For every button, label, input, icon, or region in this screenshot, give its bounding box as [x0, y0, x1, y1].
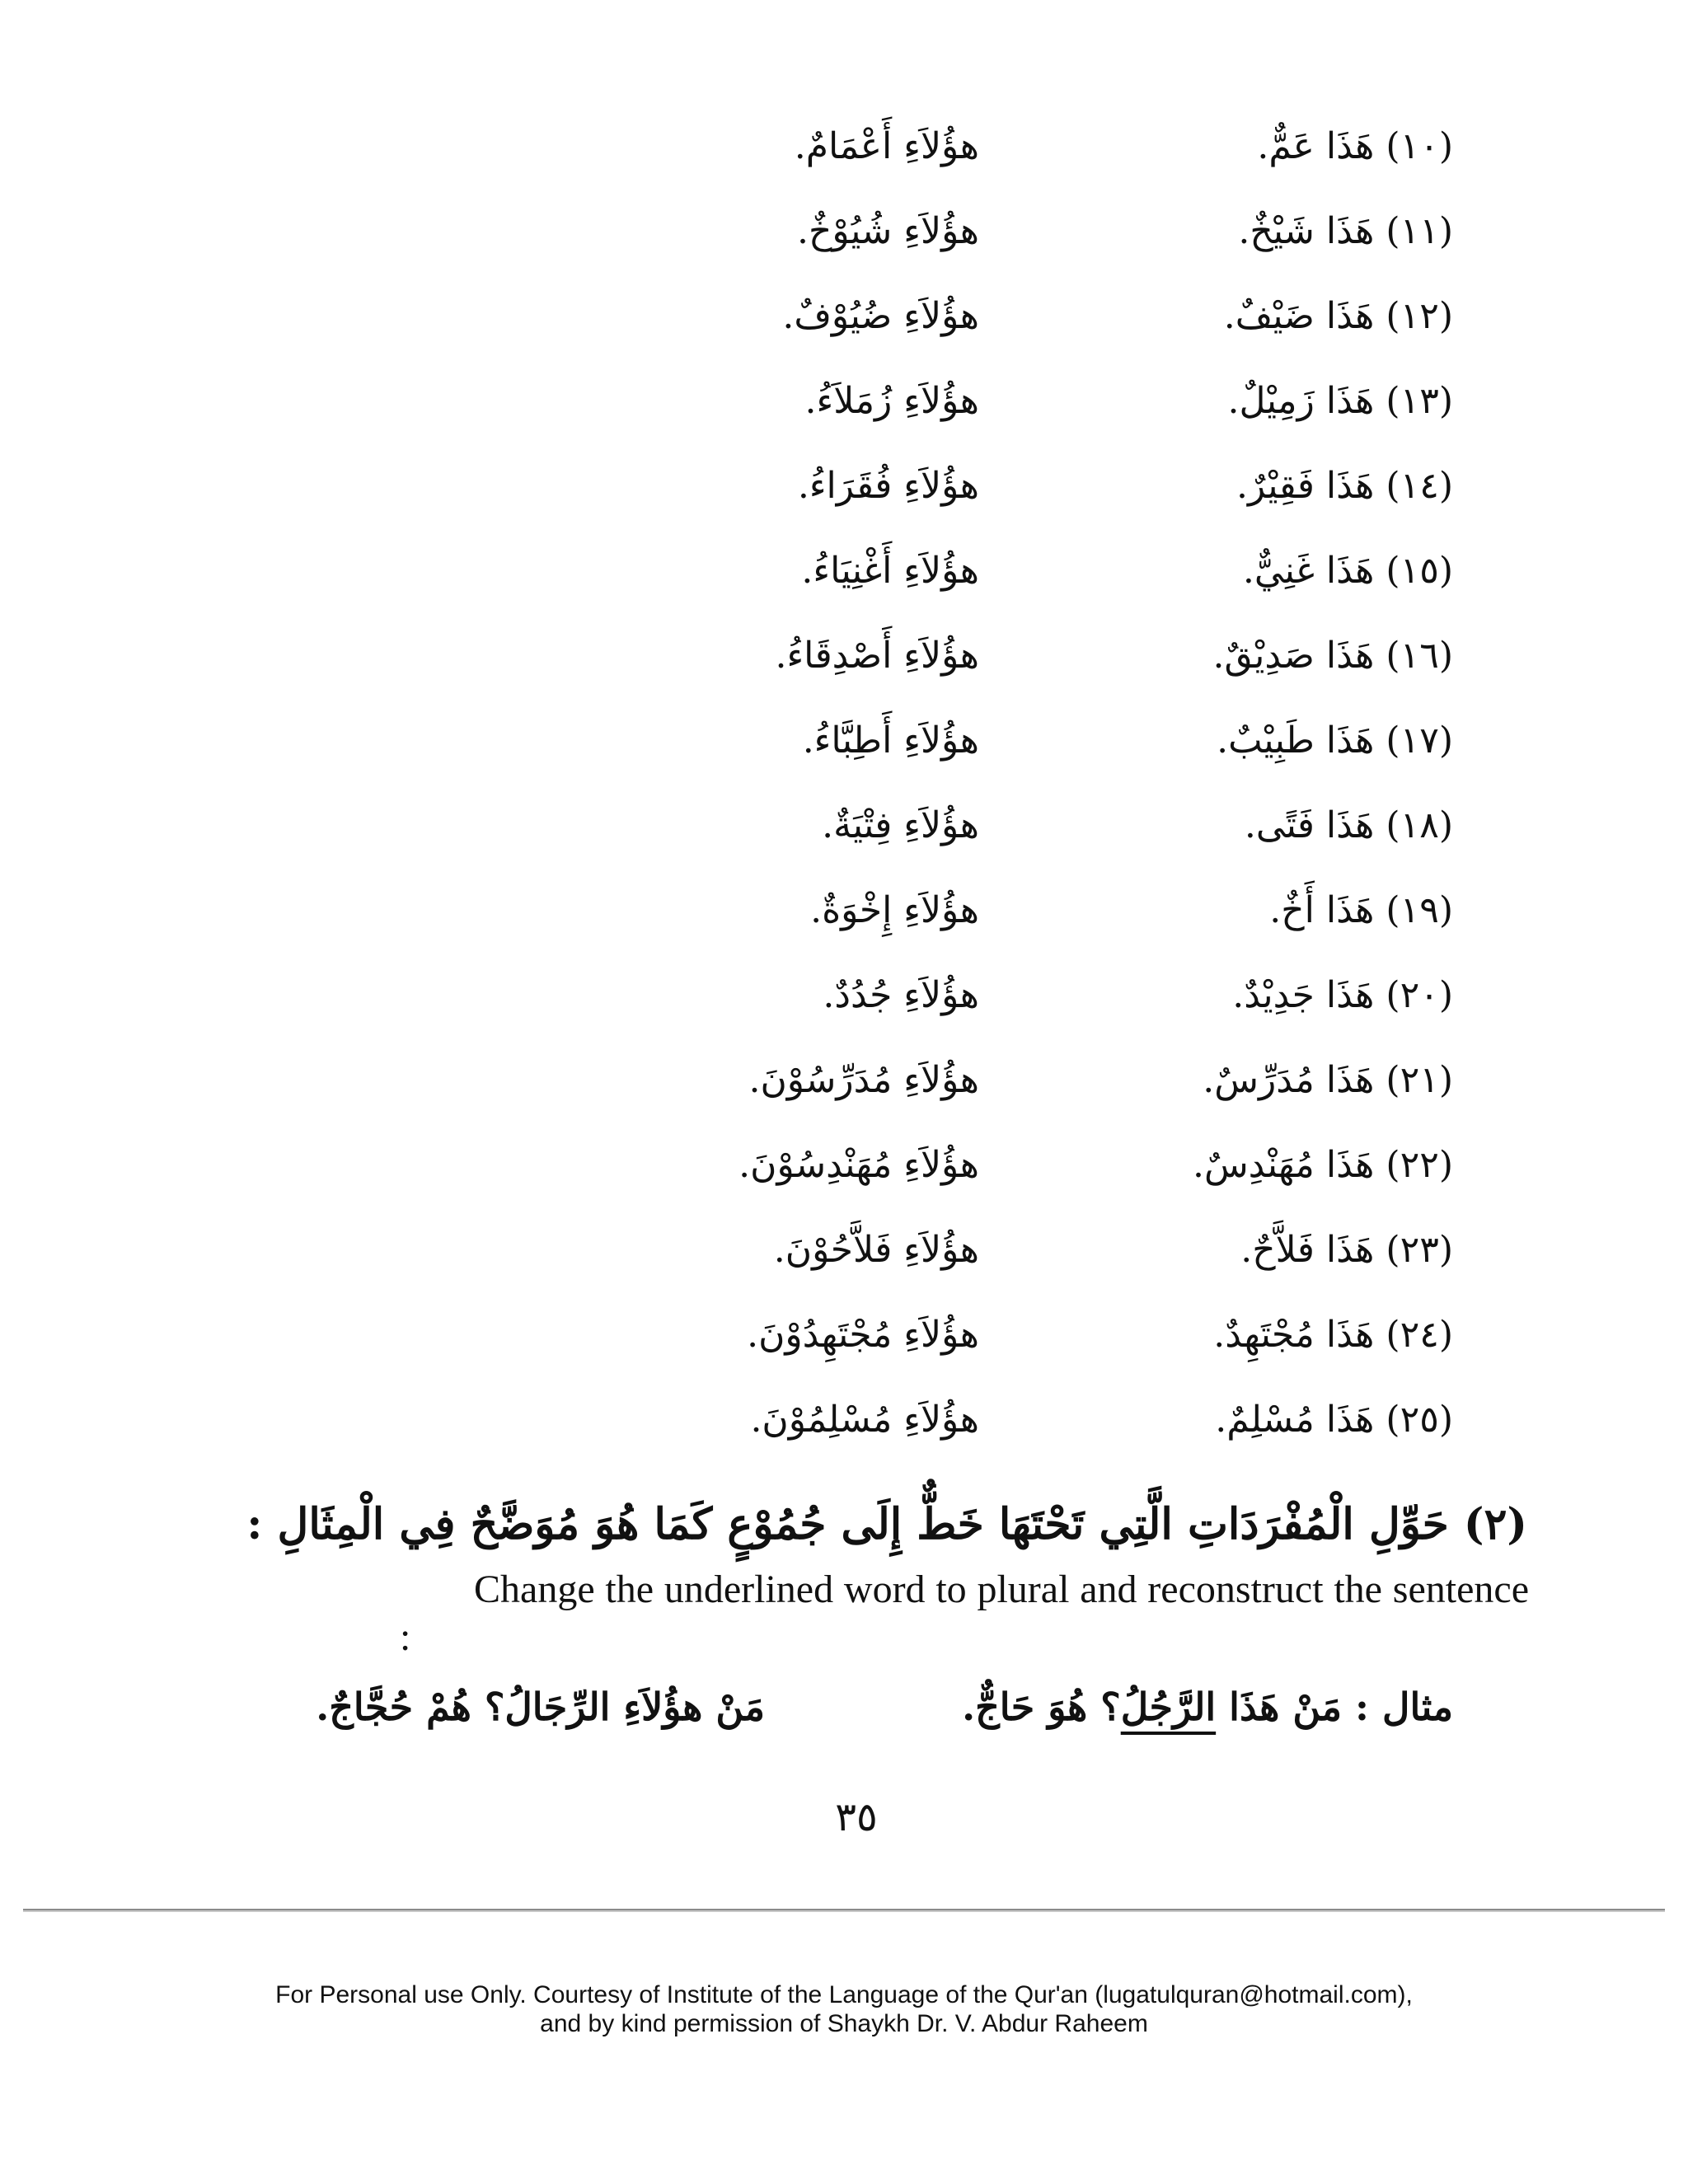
- exercise-row: [0, 445, 1688, 530]
- singular-sentence: [942, 1302, 1453, 1368]
- example-question: [962, 1670, 1453, 1744]
- plural-sentence: هؤُلاَءِ جُدُدٌ.: [823, 974, 979, 1016]
- singular-text: هَذَا ضَيْفٌ.: [1223, 295, 1375, 337]
- plural-sentence: هؤُلاَءِ فَلاَّحُوْنَ.: [773, 1229, 979, 1271]
- singular-sentence: [942, 1047, 1453, 1113]
- singular-sentence: [942, 284, 1453, 349]
- exercise-row: [0, 954, 1688, 1039]
- singular-text: هَذَا مُجْتَهِدٌ.: [1213, 1314, 1375, 1356]
- exercise-row: [0, 360, 1688, 445]
- item-number: (٢٤): [1386, 1314, 1453, 1356]
- singular-sentence: [942, 963, 1453, 1029]
- plural-sentence: هؤُلاَءِ مُسْلِمُوْنَ.: [750, 1399, 979, 1441]
- exercise-pairs: [0, 105, 1688, 1464]
- item-number: (١٩): [1386, 889, 1453, 931]
- example-question-start: مَنْ هَذَا: [1229, 1685, 1343, 1729]
- singular-sentence: [942, 368, 1453, 434]
- exercise-row: [0, 275, 1688, 360]
- singular-text: هَذَا فَتًى.: [1244, 804, 1375, 846]
- singular-sentence: [942, 199, 1453, 265]
- singular-text: هَذَا زَمِيْلٌ.: [1227, 380, 1375, 422]
- footer: [0, 1980, 1688, 2038]
- plural-sentence: هؤُلاَءِ إِخْوَةٌ.: [810, 889, 979, 931]
- singular-sentence: [942, 453, 1453, 519]
- exercise-row: [0, 700, 1688, 785]
- plural-sentence: هؤُلاَءِ أَطِبَّاءُ.: [802, 719, 979, 762]
- item-number: (١٦): [1386, 635, 1453, 677]
- exercise-row: [0, 1209, 1688, 1294]
- singular-sentence: [942, 1132, 1453, 1198]
- singular-text: هَذَا صَدِيْقٌ.: [1212, 635, 1375, 677]
- example-underlined-word: الرَّجُلُ: [1120, 1685, 1217, 1729]
- singular-sentence: [942, 793, 1453, 859]
- singular-text: هَذَا طَبِيْبٌ.: [1217, 719, 1375, 762]
- exercise-row: [0, 869, 1688, 954]
- plural-sentence: هؤُلاَءِ شُيُوْخٌ.: [797, 210, 979, 252]
- example-answer: مَنْ هؤُلاَءِ الرِّجَالُ؟ هُمْ حُجَّاجٌ.: [316, 1685, 765, 1729]
- singular-text: هَذَا جَدِيْدٌ.: [1232, 974, 1375, 1016]
- singular-text: هَذَا مُدَرِّسٌ.: [1203, 1059, 1375, 1101]
- plural-sentence: هؤُلاَءِ فُقَرَاءُ.: [797, 465, 979, 507]
- singular-text: هَذَا شَيْخٌ.: [1238, 210, 1375, 252]
- plural-sentence: هؤُلاَءِ فِتْيَةٌ.: [822, 804, 979, 846]
- exercise-row: [0, 530, 1688, 615]
- item-number: (٢١): [1386, 1059, 1453, 1101]
- item-number: (٢٣): [1386, 1229, 1453, 1271]
- item-number: (٢٢): [1386, 1144, 1453, 1186]
- singular-sentence: [942, 1217, 1453, 1283]
- exercise-row: [0, 1294, 1688, 1379]
- item-number: (٢٥): [1386, 1399, 1453, 1441]
- footer-line-2: and by kind permission of Shaykh Dr. V. Abdur Raheem: [540, 2010, 1148, 2037]
- singular-sentence: [942, 623, 1453, 689]
- plural-sentence: هؤُلاَءِ ضُيُوْفٌ.: [782, 295, 979, 337]
- singular-text: هَذَا مُسْلِمٌ.: [1215, 1399, 1375, 1441]
- exercise-row: [0, 615, 1688, 700]
- singular-text: هَذَا مُهَنْدِسٌ.: [1192, 1144, 1375, 1186]
- singular-sentence: [942, 878, 1453, 944]
- singular-sentence: [942, 1387, 1453, 1453]
- instruction-english: Change the underlined word to plural and reconstruct the sentence :: [400, 1568, 1529, 1659]
- item-number: (١٧): [1386, 719, 1453, 762]
- singular-sentence: [942, 708, 1453, 774]
- singular-sentence: [942, 538, 1453, 604]
- plural-sentence: هؤُلاَءِ أَغْنِيَاءُ.: [801, 550, 979, 592]
- plural-sentence: هؤُلاَءِ مُهَنْدِسُوْنَ.: [738, 1144, 979, 1186]
- example-line: [200, 1670, 1453, 1744]
- singular-text: هَذَا فَلاَّحٌ.: [1240, 1229, 1375, 1271]
- item-number: (١٥): [1386, 550, 1453, 592]
- singular-sentence: [942, 114, 1453, 180]
- footer-divider: [23, 1909, 1665, 1912]
- instruction-arabic: (٢) حَوِّلِ الْمُفْرَدَاتِ الَّتِي تَحْتَهَا خَطٌّ إِلَى جُمُوْعٍ كَمَا هُوَ مُوَضَّحٌ فِي الْمِثَالِ :: [246, 1499, 1527, 1549]
- exercise-row: [0, 1379, 1688, 1464]
- exercise-row: [0, 105, 1688, 190]
- item-number: (١٤): [1386, 465, 1453, 507]
- plural-sentence: هؤُلاَءِ أَعْمَامٌ.: [794, 125, 979, 167]
- item-number: (٢٠): [1386, 974, 1453, 1016]
- exercise-row: [0, 1124, 1688, 1209]
- example-question-end: ؟ هُوَ حَاجٌّ.: [962, 1685, 1121, 1729]
- plural-sentence: هؤُلاَءِ أَصْدِقَاءُ.: [775, 635, 979, 677]
- plural-sentence: هؤُلاَءِ زُمَلاَءُ.: [804, 380, 979, 422]
- item-number: (١٢): [1386, 295, 1453, 337]
- singular-text: هَذَا فَقِيْرٌ.: [1236, 465, 1375, 507]
- singular-text: هَذَا أَخٌ.: [1269, 889, 1375, 931]
- item-number: (١١): [1386, 210, 1453, 252]
- plural-sentence: هؤُلاَءِ مُجْتَهِدُوْنَ.: [747, 1314, 979, 1356]
- exercise-row: [0, 190, 1688, 275]
- item-number: (١٨): [1386, 804, 1453, 846]
- example-label: مثال :: [1355, 1685, 1453, 1729]
- exercise-row: [0, 1039, 1688, 1124]
- item-number: (١٣): [1386, 380, 1453, 422]
- footer-line-1: For Personal use Only. Courtesy of Institute of the Language of the Qur'an (lugatulquran@hotmail.com),: [275, 1981, 1413, 2008]
- exercise-row: [0, 785, 1688, 869]
- singular-text: هَذَا عَمٌّ.: [1257, 125, 1375, 167]
- item-number: (١٠): [1386, 125, 1453, 167]
- singular-text: هَذَا غَنِيٌّ.: [1242, 550, 1375, 592]
- plural-sentence: هؤُلاَءِ مُدَرِّسُوْنَ.: [748, 1059, 979, 1101]
- page-number: ٣٥: [835, 1794, 878, 1840]
